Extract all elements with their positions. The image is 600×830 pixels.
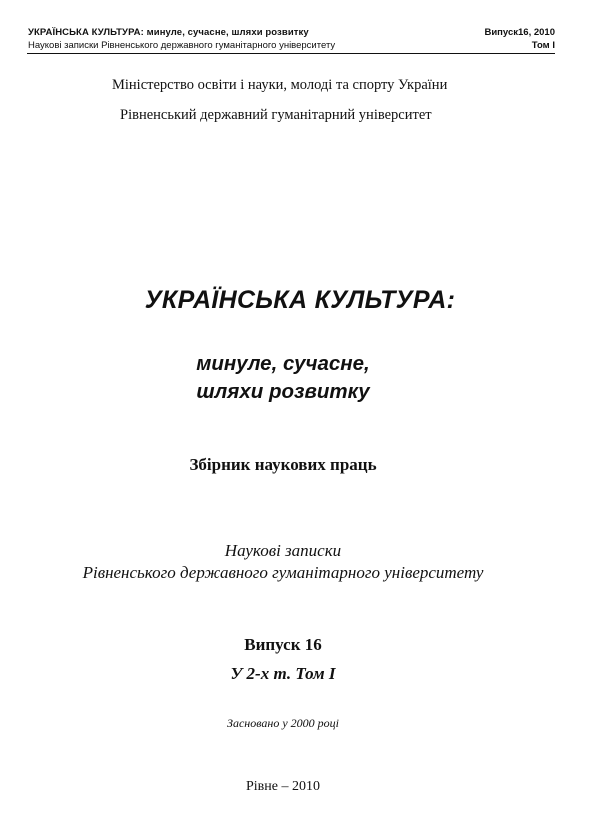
running-header-volume: Том I <box>531 40 555 51</box>
issue-number: Випуск 16 <box>244 635 322 654</box>
series-notes-line-1: Наукові записки <box>224 541 342 560</box>
header-divider <box>27 53 555 54</box>
page-title: УКРАЇНСЬКА КУЛЬТУРА: <box>144 286 456 314</box>
founded-note: Засновано у 2000 році <box>227 716 339 730</box>
subtitle-line-2: шляхи розвитку <box>196 380 370 403</box>
university-name: Рівненський державний гуманітарний університет <box>120 107 432 123</box>
running-header-title: УКРАЇНСЬКА КУЛЬТУРА: минуле, сучасне, шляхи розвитку <box>28 27 309 38</box>
running-header-issue: Випуск16, 2010 <box>484 27 555 38</box>
ministry-name: Міністерство освіти і науки, молоді та спорту України <box>112 77 448 93</box>
place-and-year: Рівне – 2010 <box>246 779 320 794</box>
running-header-series: Наукові записки Рівненського державного гуманітарного університету <box>28 40 336 51</box>
subtitle-line-1: минуле, сучасне, <box>196 352 370 375</box>
volume-info: У 2-х т. Том I <box>230 664 336 683</box>
collection-type: Збірник наукових праць <box>189 455 377 474</box>
series-notes-line-2: Рівненського державного гуманітарного університету <box>82 563 484 582</box>
